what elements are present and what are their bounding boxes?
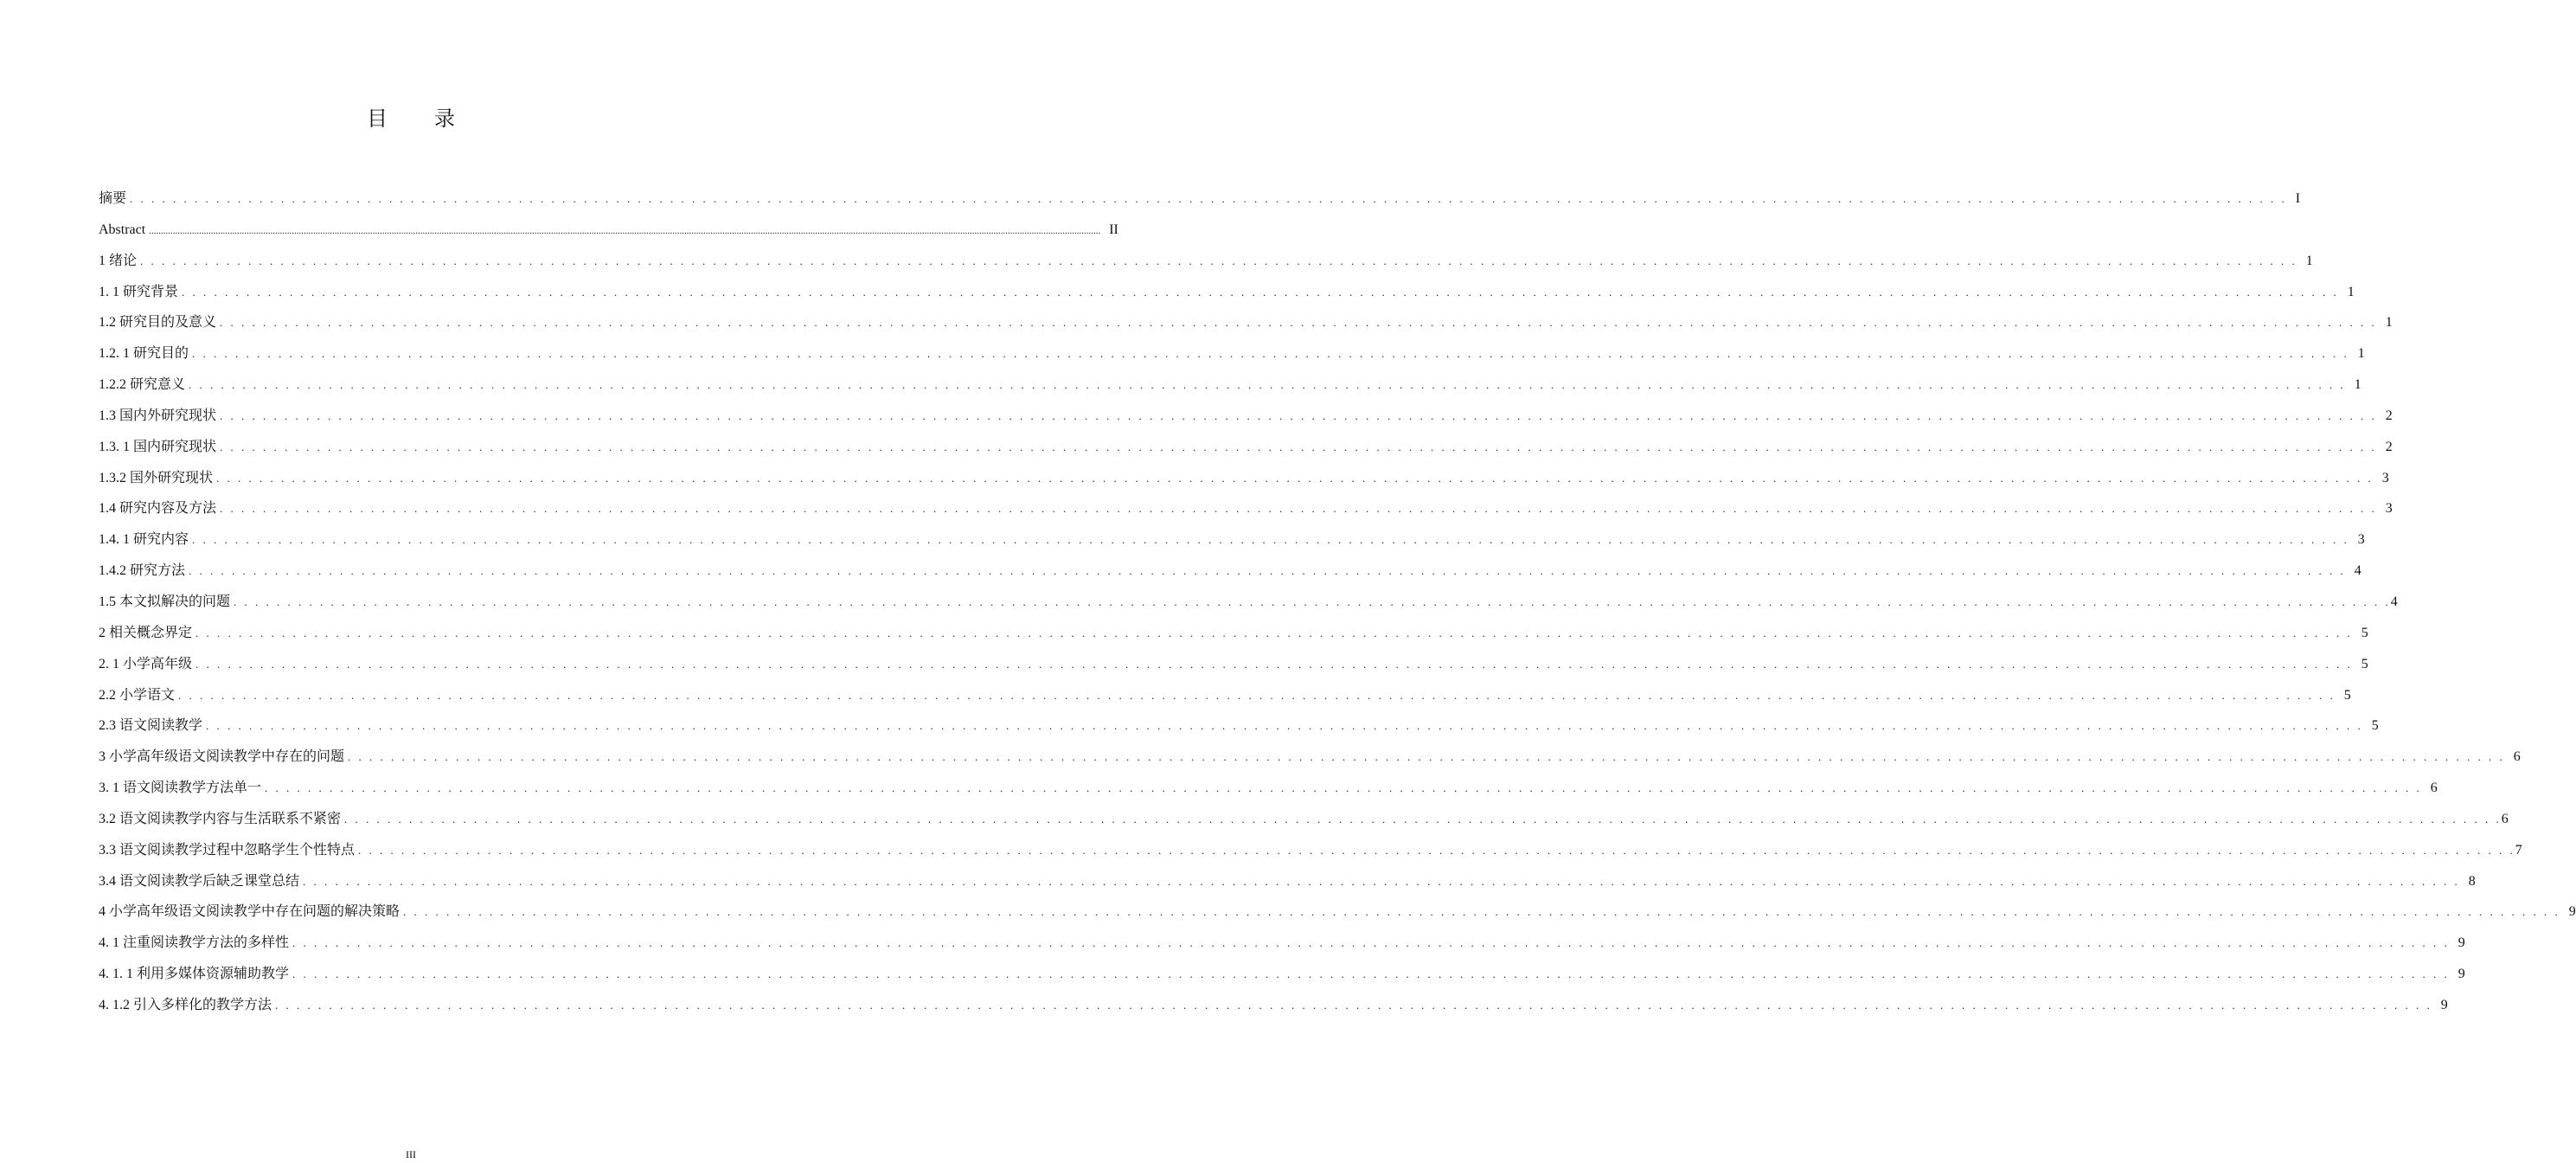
toc-dot-leader: . . . . . . . . . . . . . . . . . . . . . . . . . . . . . . . . . . . . . . . . . . . . . . . . . . . . . . . . . . . . . . . . . . . . . . . . . . . . . . . . . . . . . . . . . . . . . . . . . . . . . . . . . . . . . . . . . . . . . . . . . . . . . . . . . . . . . . . . . . . . . . . . . . . . . . . . . . . . . . . . . . . . . . . . . . . . . . . . . . . . . . . . . . . . . . . . . . . . . . . . (189, 564, 2346, 578)
toc-entry-page: 7 (2515, 842, 2522, 858)
toc-dot-leader: . . . . . . . . . . . . . . . . . . . . . . . . . . . . . . . . . . . . . . . . . . . . . . . . . . . . . . . . . . . . . . . . . . . . . . . . . . . . . . . . . . . . . . . . . . . . . . . . . . . . . . . . . . . . . . . . . . . . . . . . . . . . . . . . . . . . . . . . . . . . . . . . . . . . . . . . . . . . . . . . . . . . . . . . . . . . . . . . . . . . . . . . . . . . . . . . . . . . . . . . (220, 440, 2377, 453)
toc-entry-page: 4 (2390, 594, 2398, 609)
toc-entry-label: 3 小学高年级语文阅读教学中存在的问题 (99, 749, 345, 765)
toc-entry-page: 3 (2385, 501, 2393, 517)
toc-entry[interactable] (99, 618, 2368, 649)
toc-dot-leader: . . . . . . . . . . . . . . . . . . . . . . . . . . . . . . . . . . . . . . . . . . . . . . . . . . . . . . . . . . . . . . . . . . . . . . . . . . . . . . . . . . . . . . . . . . . . . . . . . . . . . . . . . . . . . . . . . . . . . . . . . . . . . . . . . . . . . . . . . . . . . . . . . . . . . . . . . . . . . . . . . . . . . . . . . . . . . . . . . . . . . . . . . . . . . . . . . . . . . . . . (206, 719, 2363, 733)
toc-entry[interactable] (99, 587, 2398, 618)
toc-entry-label: 摘要 (99, 191, 127, 206)
toc-entry-page: 6 (2430, 781, 2438, 796)
toc-dot-leader: . . . . . . . . . . . . . . . . . . . . . . . . . . . . . . . . . . . . . . . . . . . . . . . . . . . . . . . . . . . . . . . . . . . . . . . . . . . . . . . . . . . . . . . . . . . . . . . . . . . . . . . . . . . . . . . . . . . . . . . . . . . . . . . . . . . . . . . . . . . . . . . . . . . . . . . . . . . . . . . . . . . . . . . . . . . . . . . . . . . . . . . . . . . . . . . . . . . . . . . . (303, 874, 2460, 888)
toc-dot-leader: . . . . . . . . . . . . . . . . . . . . . . . . . . . . . . . . . . . . . . . . . . . . . . . . . . . . . . . . . . . . . . . . . . . . . . . . . . . . . . . . . . . . . . . . . . . . . . . . . . . . . . . . . . . . . . . . . . . . . . . . . . . . . . . . . . . . . . . . . . . . . . . . . . . . . . . . . . . . . . . . . . . . . . . . . . . . . . . . . . . . . . . . . . . . . . . . . . . . . . . . (216, 471, 2374, 485)
toc-dot-leader: . . . . . . . . . . . . . . . . . . . . . . . . . . . . . . . . . . . . . . . . . . . . . . . . . . . . . . . . . . . . . . . . . . . . . . . . . . . . . . . . . . . . . . . . . . . . . . . . . . . . . . . . . . . . . . . . . . . . . . . . . . . . . . . . . . . . . . . . . . . . . . . . . . . . . . . . . . . . . . . . . . . . . . . . . . . . . . . . . . . . . . . . . . . . . . . . . . . . . . . . (195, 657, 2353, 671)
toc-entry[interactable] (99, 928, 2465, 959)
toc-entry-label: 4. 1 注重阅读教学方法的多样性 (99, 935, 290, 951)
toc-entry[interactable] (99, 524, 2365, 556)
toc-entry[interactable] (99, 773, 2438, 804)
toc-dot-leader: . . . . . . . . . . . . . . . . . . . . . . . . . . . . . . . . . . . . . . . . . . . . . . . . . . . . . . . . . . . . . . . . . . . . . . . . . . . . . . . . . . . . . . . . . . . . . . . . . . . . . . . . . . . . . . . . . . . . . . . . . . . . . . . . . . . . . . . . . . . . . . . . . . . . . . . . . . . . . . . . . . . . . . . . . . . . . . . . . . . . . . . . . . . . . . . . . . . . . . . . (265, 781, 2422, 795)
toc-entry-label: 2 相关概念界定 (99, 625, 193, 640)
toc-entry[interactable] (99, 710, 2379, 742)
toc-entry-page: 1 (2347, 284, 2355, 299)
toc-dot-leader: . . . . . . . . . . . . . . . . . . . . . . . . . . . . . . . . . . . . . . . . . . . . . . . . . . . . . . . . . . . . . . . . . . . . . . . . . . . . . . . . . . . . . . . . . . . . . . . . . . . . . . . . . . . . . . . . . . . . . . . . . . . . . . . . . . . . . . . . . . . . . . . . . . . . . . . . . . . . . . . . . . . . . . . . . . . . . . . . . . . . . . . . . . . . . . . . . . . . . . . . (220, 408, 2377, 422)
toc-entry[interactable] (99, 649, 2368, 680)
toc-entry-page: 6 (2501, 811, 2509, 826)
toc-entry-page: II (1109, 222, 1118, 237)
table-of-contents (99, 183, 2576, 1021)
toc-entry[interactable] (99, 896, 2576, 928)
toc-entry-page: 5 (2343, 687, 2351, 703)
toc-dot-leader: . . . . . . . . . . . . . . . . . . . . . . . . . . . . . . . . . . . . . . . . . . . . . . . . . . . . . . . . . . . . . . . . . . . . . . . . . . . . . . . . . . . . . . . . . . . . . . . . . . . . . . . . . . . . . . . . . . . . . . . . . . . . . . . . . . . . . . . . . . . . . . . . . . . . . . . . . . . . . . . . . . . . . . . . . . . . . . . . . . . . . . . . . . . . . . . . . . . . . . . . (178, 688, 2336, 702)
toc-dot-leader: . . . . . . . . . . . . . . . . . . . . . . . . . . . . . . . . . . . . . . . . . . . . . . . . . . . . . . . . . . . . . . . . . . . . . . . . . . . . . . . . . . . . . . . . . . . . . . . . . . . . . . . . . . . . . . . . . . . . . . . . . . . . . . . . . . . . . . . . . . . . . . . . . . . . . . . . . . . . . . . . . . . . . . . . . . . . . . . . . . . . . . . . . . . . . . . . . . . . . . . . (348, 750, 2505, 764)
toc-entry-page: 3 (2357, 532, 2365, 548)
toc-entry-label: 3.3 语文阅读教学过程中忽略学生个性特点 (99, 842, 356, 858)
toc-dot-leader: . . . . . . . . . . . . . . . . . . . . . . . . . . . . . . . . . . . . . . . . . . . . . . . . . . . . . . . . . . . . . . . . . . . . . . . . . . . . . . . . . . . . . . . . . . . . . . . . . . . . . . . . . . . . . . . . . . . . . . . . . . . . . . . . . . . . . . . . . . . . . . . . . . . . . . . . . . . . . . . . . . . . . . . . . . . . . . . . . . . . . . . . . . . . . . . . . . . . . . . . (182, 285, 2339, 299)
toc-entry-label: 1.2 研究目的及意义 (99, 315, 217, 331)
toc-entry-page: 8 (2468, 873, 2476, 889)
toc-dot-leader: . . . . . . . . . . . . . . . . . . . . . . . . . . . . . . . . . . . . . . . . . . . . . . . . . . . . . . . . . . . . . . . . . . . . . . . . . . . . . . . . . . . . . . . . . . . . . . . . . . . . . . . . . . . . . . . . . . . . . . . . . . . . . . . . . . . . . . . . . . . . . . . . . . . . . . . . . . . . . . . . . . . . . . . . . . . . . . . . . . . . . . . . . . . . . . . . . . . . . . . . (234, 594, 2391, 608)
toc-entry-page: 2 (2385, 439, 2393, 454)
toc-entry[interactable] (99, 401, 2393, 432)
toc-entry[interactable] (99, 215, 1118, 246)
toc-entry-label: 1.2.2 研究意义 (99, 377, 186, 393)
toc-dot-leader: . . . . . . . . . . . . . . . . . . . . . . . . . . . . . . . . . . . . . . . . . . . . . . . . . . . . . . . . . . . . . . . . . . . . . . . . . . . . . . . . . . . . . . . . . . . . . . . . . . . . . . . . . . . . . . . . . . . . . . . . . . . . . . . . . . . . . . . . . . . . . . . . . . . . . . . . . . . . . . . . . . . . . . . . . . . . . . . . . . . . . . . . . . . . . . . . . . . . . . . . (130, 192, 2287, 205)
toc-entry[interactable] (99, 835, 2522, 866)
toc-entry-label: 1.3.2 国外研究现状 (99, 470, 214, 485)
toc-dot-leader: . . . . . . . . . . . . . . . . . . . . . . . . . . . . . . . . . . . . . . . . . . . . . . . . . . . . . . . . . . . . . . . . . . . . . . . . . . . . . . . . . . . . . . . . . . . . . . . . . . . . . . . . . . . . . . . . . . . . . . . . . . . . . . . . . . . . . . . . . . . . . . . . . . . . . . . . . . . . . . . . . . . . . . . . . . . . . . . . . . . . . . . . . . . . . . . . . . . . . . . . (344, 812, 2502, 826)
toc-entry-label: 4 小学高年级语文阅读教学中存在问题的解决策略 (99, 904, 400, 920)
toc-entry-page: 9 (2440, 997, 2448, 1012)
toc-entry[interactable] (99, 680, 2351, 711)
toc-entry-page: 1 (2354, 377, 2361, 393)
toc-entry-label: 2.3 语文阅读教学 (99, 718, 203, 734)
toc-dot-leader: . . . . . . . . . . . . . . . . . . . . . . . . . . . . . . . . . . . . . . . . . . . . . . . . . . . . . . . . . . . . . . . . . . . . . . . . . . . . . . . . . . . . . . . . . . . . . . . . . . . . . . . . . . . . . . . . . . . . . . . . . . . . . . . . . . . . . . . . . . . . . . . . . . . . . . . . . . . . . . . . . . . . . . . . . . . . . . . . . . . . . . . . . . . . . . . . . . . . . . . . (292, 967, 2450, 981)
toc-dot-leader: . . . . . . . . . . . . . . . . . . . . . . . . . . . . . . . . . . . . . . . . . . . . . . . . . . . . . . . . . . . . . . . . . . . . . . . . . . . . . . . . . . . . . . . . . . . . . . . . . . . . . . . . . . . . . . . . . . . . . . . . . . . . . . . . . . . . . . . . . . . . . . . . . . . . . . . . . . . . . . . . . . . . . . . . . . . . . . . . . . . . . . . . . . . . . . . . . . . . . . . . (275, 998, 2432, 1012)
toc-entry[interactable] (99, 742, 2521, 773)
toc-dot-leader: . . . . . . . . . . . . . . . . . . . . . . . . . . . . . . . . . . . . . . . . . . . . . . . . . . . . . . . . . . . . . . . . . . . . . . . . . . . . . . . . . . . . . . . . . . . . . . . . . . . . . . . . . . . . . . . . . . . . . . . . . . . . . . . . . . . . . . . . . . . . . . . . . . . . . . . . . . . . . . . . . . . . . . . . . . . . . . . . . . . . . . . . . . . . . . . . . . . . . . . . (220, 316, 2377, 330)
toc-entry-page: 9 (2457, 935, 2465, 951)
toc-dot-leader: . . . . . . . . . . . . . . . . . . . . . . . . . . . . . . . . . . . . . . . . . . . . . . . . . . . . . . . . . . . . . . . . . . . . . . . . . . . . . . . . . . . . . . . . . . . . . . . . . . . . . . . . . . . . . . . . . . . . . . . . . . . . . . . . . . . . . . . . . . . . . . . . . . . . . . . . . . . . . . . . . . . . . . . . . . . . . . . . . . . . . . . . . . . . . . . . . . . . . . . . (220, 502, 2377, 516)
toc-entry-label: 2.2 小学语文 (99, 687, 176, 703)
page-title: 目 录 (367, 108, 476, 131)
toc-entry[interactable] (99, 866, 2476, 897)
toc-entry-label: 1.2. 1 研究目的 (99, 346, 189, 362)
toc-entry[interactable] (99, 246, 2313, 277)
toc-entry[interactable] (99, 183, 2301, 215)
toc-entry-label: 4. 1.2 引入多样化的教学方法 (99, 997, 272, 1012)
toc-entry[interactable] (99, 369, 2361, 401)
toc-entry-page: 1 (2305, 253, 2313, 268)
toc-dot-leader: . . . . . . . . . . . . . . . . . . . . . . . . . . . . . . . . . . . . . . . . . . . . . . . . . . . . . . . . . . . . . . . . . . . . . . . . . . . . . . . . . . . . . . . . . . . . . . . . . . . . . . . . . . . . . . . . . . . . . . . . . . . . . . . . . . . . . . . . . . . . . . . . . . . . . . . . . . . . . . . . . . . . . . . . . . . . . . . . . . . . . . . . . . . . . . . . . . . . . . . . (189, 378, 2346, 392)
toc-entry-label: 3. 1 语文阅读教学方法单一 (99, 781, 262, 796)
toc-entry[interactable] (99, 463, 2389, 494)
toc-dot-leader: . . . . . . . . . . . . . . . . . . . . . . . . . . . . . . . . . . . . . . . . . . . . . . . . . . . . . . . . . . . . . . . . . . . . . . . . . . . . . . . . . . . . . . . . . . . . . . . . . . . . . . . . . . . . . . . . . . . . . . . . . . . . . . . . . . . . . . . . . . . . . . . . . . . . . . . . . . . . . . . . . . . . . . . . . . . . . . . . . . . . . . . . . . . . . . . . . . . . . . . . (358, 843, 2515, 857)
toc-entry-label: 1.4 研究内容及方法 (99, 501, 217, 517)
toc-entry-label: 1.3. 1 国内研究现状 (99, 439, 217, 454)
toc-entry-page: 5 (2361, 625, 2368, 640)
toc-entry-label: 1. 1 研究背景 (99, 284, 179, 299)
toc-entry-label: 1.5 本文拟解决的问题 (99, 594, 231, 609)
toc-entry[interactable] (99, 804, 2509, 835)
toc-dot-leader: . . . . . . . . . . . . . . . . . . . . . . . . . . . . . . . . . . . . . . . . . . . . . . . . . . . . . . . . . . . . . . . . . . . . . . . . . . . . . . . . . . . . . . . . . . . . . . . . . . . . . . . . . . . . . . . . . . . . . . . . . . . . . . . . . . . . . . . . . . . . . . . . . . . . . . . . . . . . . . . . . . . . . . . . . . . . . . . . . . . . . . . . . . . . . . . . . . . . . . . . (403, 905, 2560, 919)
toc-entry-page: 5 (2371, 718, 2379, 734)
toc-entry-page: 6 (2513, 749, 2521, 765)
toc-entry-page: 4 (2354, 563, 2361, 579)
toc-entry[interactable] (99, 277, 2355, 308)
toc-entry[interactable] (99, 556, 2361, 587)
toc-dot-leader: . . . . . . . . . . . . . . . . . . . . . . . . . . . . . . . . . . . . . . . . . . . . . . . . . . . . . . . . . . . . . . . . . . . . . . . . . . . . . . . . . . . . . . . . . . . . . . . . . . . . . . . . . . . . . . . . . . . . . . . . . . . . . . . . . . . . . . . . . . . . . . . . . . . . . . . . . . . . . . . . . . . . . . . . . . . . . . . . . . . . . . . . . . . . . . . . . . . . . . . . (195, 626, 2353, 639)
toc-dot-leader: . . . . . . . . . . . . . . . . . . . . . . . . . . . . . . . . . . . . . . . . . . . . . . . . . . . . . . . . . . . . . . . . . . . . . . . . . . . . . . . . . . . . . . . . . . . . . . . . . . . . . . . . . . . . . . . . . . . . . . . . . . . . . . . . . . . . . . . . . . . . . . . . . . . . . . . . . . . . . . . . . . . . . . . . . . . . . . . . . . . . . . . . . . . . . . . . . . . . . . . . (292, 936, 2450, 950)
toc-dot-leader: . . . . . . . . . . . . . . . . . . . . . . . . . . . . . . . . . . . . . . . . . . . . . . . . . . . . . . . . . . . . . . . . . . . . . . . . . . . . . . . . . . . . . . . . . . . . . . . . . . . . . . . . . . . . . . . . . . . . . . . . . . . . . . . . . . . . . . . . . . . . . . . . . . . . . . . . . . . . . . . . . . . . . . . . . . . . . . . . . . . . . . . . . . . . . . . . . . . . . . . . (140, 254, 2297, 267)
toc-entry[interactable] (99, 959, 2465, 990)
toc-entry-label: 1.3 国内外研究现状 (99, 408, 217, 423)
toc-entry-label: 3.2 语文阅读教学内容与生活联系不紧密 (99, 811, 342, 826)
toc-dot-leader: . . . . . . . . . . . . . . . . . . . . . . . . . . . . . . . . . . . . . . . . . . . . . . . . . . . . . . . . . . . . . . . . . . . . . . . . . . . . . . . . . . . . . . . . . . . . . . . . . . . . . . . . . . . . . . . . . . . . . . . . . . . . . . . . . . . . . . . . . . . . . . . . . . . . . . . . . . . . . . . . . . . . . . . . . . . . . . . . . . . . . . . . . . . . . . . . . . . . . . . . (192, 533, 2349, 547)
toc-entry-page: 9 (2457, 967, 2465, 982)
toc-dot-leader: ................................................................................................................................................................................................................................................................................................................................................................................................................ (149, 225, 1101, 236)
toc-entry[interactable] (99, 338, 2365, 369)
toc-entry-page: 5 (2361, 656, 2368, 671)
toc-dot-leader: . . . . . . . . . . . . . . . . . . . . . . . . . . . . . . . . . . . . . . . . . . . . . . . . . . . . . . . . . . . . . . . . . . . . . . . . . . . . . . . . . . . . . . . . . . . . . . . . . . . . . . . . . . . . . . . . . . . . . . . . . . . . . . . . . . . . . . . . . . . . . . . . . . . . . . . . . . . . . . . . . . . . . . . . . . . . . . . . . . . . . . . . . . . . . . . . . . . . . . . . (192, 347, 2349, 361)
toc-entry-label: 2. 1 小学高年级 (99, 656, 193, 671)
toc-entry[interactable] (99, 307, 2393, 338)
toc-entry-page: I (2295, 191, 2301, 206)
toc-entry[interactable] (99, 493, 2393, 524)
toc-entry-label: Abstract (99, 222, 146, 237)
toc-entry-page: 1 (2385, 315, 2393, 331)
toc-entry-page: 2 (2385, 408, 2393, 423)
toc-entry-label: 3.4 语文阅读教学后缺乏课堂总结 (99, 873, 300, 889)
toc-entry-label: 1.4. 1 研究内容 (99, 532, 189, 548)
toc-entry-label: 1 绪论 (99, 253, 138, 268)
toc-entry-page: 9 (2568, 904, 2576, 920)
toc-entry-page: 1 (2357, 346, 2365, 362)
toc-entry-label: 1.4.2 研究方法 (99, 563, 186, 579)
toc-entry-page: 3 (2381, 470, 2389, 485)
page-number: III (406, 1148, 416, 1160)
toc-entry[interactable] (99, 432, 2393, 463)
toc-entry-label: 4. 1. 1 利用多媒体资源辅助教学 (99, 967, 290, 982)
toc-entry[interactable] (99, 990, 2448, 1021)
